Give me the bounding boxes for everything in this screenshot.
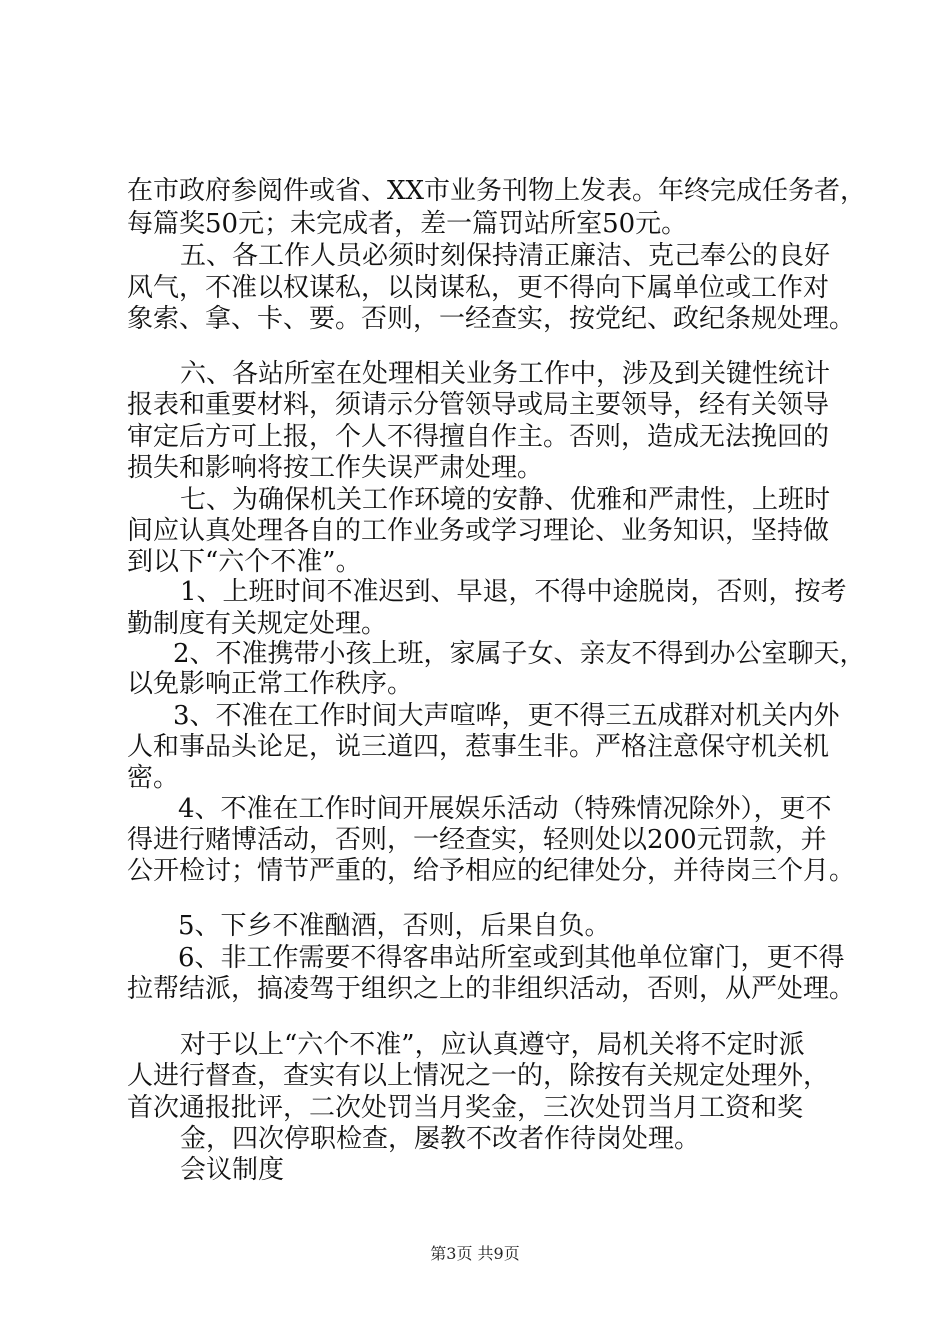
text-line: 七、为确保机关工作环境的安静、优雅和严肃性，上班时 — [180, 485, 831, 515]
text-line: 2、不准携带小孩上班，家属子女、亲友不得到办公室聊天， — [173, 639, 866, 669]
text-line: 每篇奖50元；未完成者，差一篇罚站所室50元。 — [127, 209, 688, 239]
text-line: 对于以上“六个不准”，应认真遵守，局机关将不定时派 — [180, 1030, 805, 1060]
text-line: 得进行赌博活动，否则，一经查实，轻则处以200元罚款，并 — [127, 825, 827, 855]
text-line: 审定后方可上报，个人不得擅自作主。否则，造成无法挽回的 — [127, 422, 830, 452]
text-line: 公开检讨；情节严重的，给予相应的纪律处分，并待岗三个月。 — [127, 856, 856, 886]
text-line: 4、不准在工作时间开展娱乐活动（特殊情况除外），更不 — [178, 794, 832, 824]
text-line: 勤制度有关规定处理。 — [127, 609, 388, 639]
text-line: 首次通报批评，二次处罚当月奖金，三次处罚当月工资和奖 — [127, 1093, 804, 1123]
text-line: 风气，不准以权谋私，以岗谋私，更不得向下属单位或工作对 — [127, 273, 830, 303]
text-line: 在市政府参阅件或省、XX市业务刊物上发表。年终完成任务者， — [127, 176, 867, 206]
text-line: 五、各工作人员必须时刻保持清正廉洁、克己奉公的良好 — [180, 241, 831, 271]
text-line: 拉帮结派，搞凌驾于组织之上的非组织活动，否则，从严处理。 — [127, 974, 856, 1004]
text-line: 报表和重要材料，须请示分管领导或局主要领导，经有关领导 — [127, 390, 830, 420]
text-line: 以免影响正常工作秩序。 — [127, 669, 414, 699]
text-line: 密。 — [127, 763, 180, 793]
text-line: 到以下“六个不准”。 — [127, 547, 362, 577]
text-line: 5、下乡不准酗酒，否则，后果自负。 — [178, 911, 611, 941]
text-line: 间应认真处理各自的工作业务或学习理论、业务知识，坚持做 — [127, 516, 830, 546]
page-number-footer: 第3页 共9页 — [430, 1244, 520, 1263]
text-line: 金，四次停职检查，屡教不改者作待岗处理。 — [180, 1124, 701, 1154]
text-line: 6、非工作需要不得客串站所室或到其他单位窜门，更不得 — [178, 943, 845, 973]
text-line: 人进行督查，查实有以上情况之一的，除按有关规定处理外， — [127, 1061, 830, 1091]
text-line: 人和事品头论足，说三道四，惹事生非。严格注意保守机关机 — [127, 732, 830, 762]
text-line: 损失和影响将按工作失误严肃处理。 — [127, 453, 544, 483]
text-line: 六、各站所室在处理相关业务工作中，涉及到关键性统计 — [180, 359, 831, 389]
text-line: 3、不准在工作时间大声喧哗，更不得三五成群对机关内外 — [173, 701, 840, 731]
text-line: 象索、拿、卡、要。否则，一经查实，按党纪、政纪条规处理。 — [127, 304, 856, 334]
section-heading: 会议制度 — [180, 1155, 285, 1185]
text-line: 1、上班时间不准迟到、早退，不得中途脱岗，否则，按考 — [180, 577, 847, 607]
